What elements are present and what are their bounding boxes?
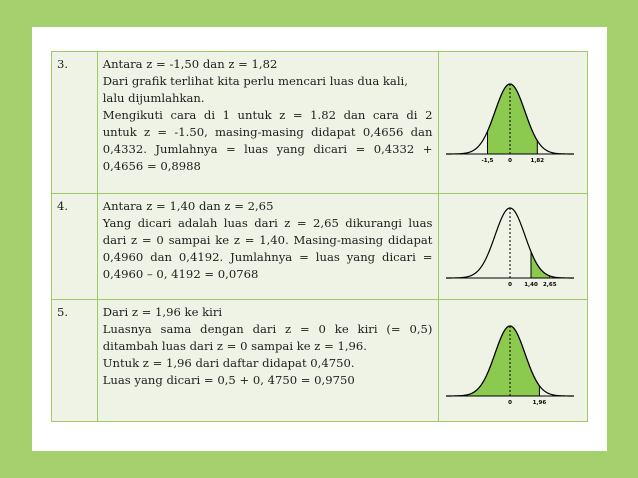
- text-line: Antara z = 1,40 dan z = 2,65: [102, 199, 274, 213]
- tick-label: -1,5: [481, 158, 494, 164]
- row-number: 4.: [52, 194, 98, 300]
- text-line: Luasnya sama dengan dari z = 0 ke kiri (= 0,5): [102, 322, 433, 336]
- row-text: [97, 52, 439, 194]
- row-number: 5.: [52, 300, 98, 422]
- table-row: [52, 194, 588, 300]
- tick-label: 0: [508, 158, 513, 164]
- text-line: Yang dicari adalah luas dari z = 2,65 dikurangi luas: [102, 216, 433, 230]
- row-text: [97, 194, 439, 300]
- normal-curve-figure: [446, 200, 574, 290]
- slide: [32, 27, 607, 451]
- table-row: [52, 300, 588, 422]
- text-line: 0,4332. Jumlahnya = luas yang dicari = 0,4332 +: [102, 142, 433, 156]
- row-number: 3.: [52, 52, 98, 194]
- text-line: lalu dijumlahkan.: [102, 91, 205, 105]
- text-line: Mengikuti cara di 1 untuk z = 1.82 dan cara di 2: [102, 108, 433, 122]
- row-text: [97, 300, 439, 422]
- tick-label: 1,40: [524, 282, 539, 288]
- solution-table: [51, 51, 588, 422]
- shaded-area: [488, 84, 538, 154]
- tick-label: 0: [508, 282, 513, 288]
- text-line: ditambah luas dari z = 0 sampai ke z = 1,96.: [102, 339, 367, 353]
- normal-curve-figure: [446, 318, 574, 408]
- text-line: untuk z = -1.50, masing-masing didapat 0,4656 dan: [102, 125, 433, 139]
- text-line: 0,4960 – 0, 4192 = 0,0768: [102, 267, 259, 281]
- table-row: [52, 52, 588, 194]
- text-line: dari z = 0 sampai ke z = 1,40. Masing-masing didapat: [102, 233, 433, 247]
- figure-cell: [439, 300, 588, 422]
- shaded-area: [450, 326, 539, 396]
- text-line: 0,4960 dan 0,4192. Jumlahnya = luas yang dicari =: [102, 250, 433, 264]
- tick-label: 0: [508, 400, 513, 406]
- text-line: Dari z = 1,96 ke kiri: [102, 305, 223, 319]
- text-line: Luas yang dicari = 0,5 + 0, 4750 = 0,9750: [102, 373, 355, 387]
- tick-label: 1,96: [533, 400, 547, 406]
- tick-label: 1,82: [530, 158, 545, 164]
- normal-curve-figure: [446, 76, 574, 166]
- text-line: 0,4656 = 0,8988: [102, 159, 201, 173]
- figure-cell: [439, 194, 588, 300]
- tick-label: 2,65: [543, 282, 557, 288]
- text-line: Dari grafik terlihat kita perlu mencari luas dua kali,: [102, 74, 408, 88]
- figure-cell: [439, 52, 588, 194]
- text-line: Untuk z = 1,96 dari daftar didapat 0,4750.: [102, 356, 355, 370]
- text-line: Antara z = -1,50 dan z = 1,82: [102, 57, 278, 71]
- normal-curve: [446, 208, 574, 278]
